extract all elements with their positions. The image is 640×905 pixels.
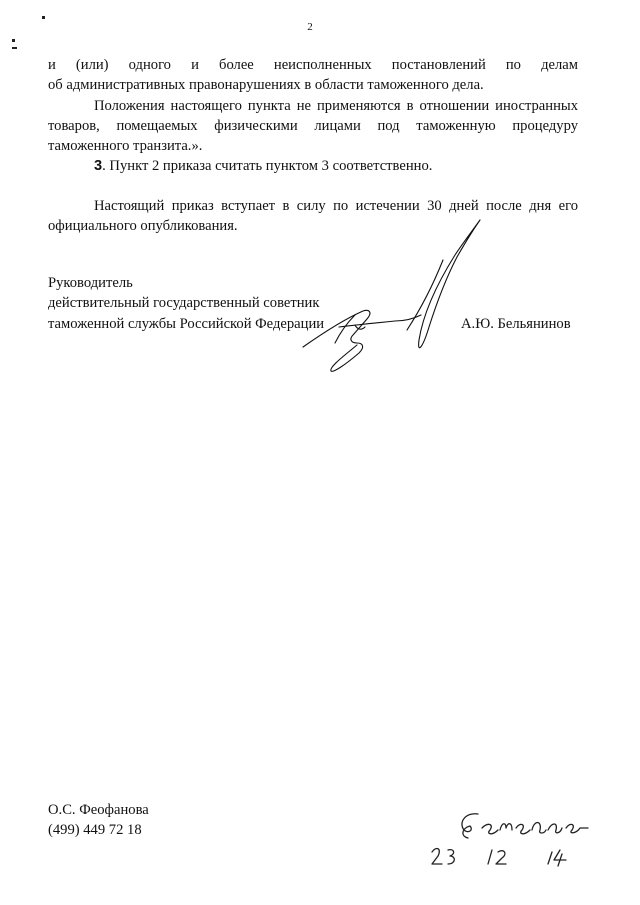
scan-speck [12, 47, 17, 49]
signature [295, 215, 495, 385]
body-line: официального опубликования. [48, 218, 238, 234]
body-line: товаров, помещаемых физическими лицами под таможенную процедуру [48, 118, 578, 134]
scan-speck [42, 16, 45, 19]
handwritten-note [420, 800, 590, 875]
page-number: 2 [307, 21, 313, 33]
signatory-name: А.Ю. Бельянинов [461, 316, 571, 332]
executor-name: О.С. Феофанова [48, 802, 149, 818]
body-line: таможенного транзита.». [48, 138, 203, 154]
clause-3 [94, 158, 432, 175]
signatory-title-1: Руководитель [48, 275, 133, 291]
signatory-title-2: действительный государственный советник [48, 295, 320, 311]
body-line: и (или) одного и более неисполненных постановлений по делам [48, 57, 578, 73]
body-line: об административных правонарушениях в области таможенного дела. [48, 77, 484, 93]
body-line: Настоящий приказ вступает в силу по истечении 30 дней после дня его [94, 198, 578, 214]
executor-phone: (499) 449 72 18 [48, 822, 142, 838]
clause-number: 3 [94, 158, 103, 174]
scan-speck [12, 39, 15, 42]
signatory-title-3: таможенной службы Российской Федерации [48, 316, 325, 332]
body-line: Положения настоящего пункта не применяются в отношении иностранных [94, 98, 578, 114]
clause-text: . Пункт 2 приказа считать пунктом 3 соответственно. [102, 158, 433, 174]
